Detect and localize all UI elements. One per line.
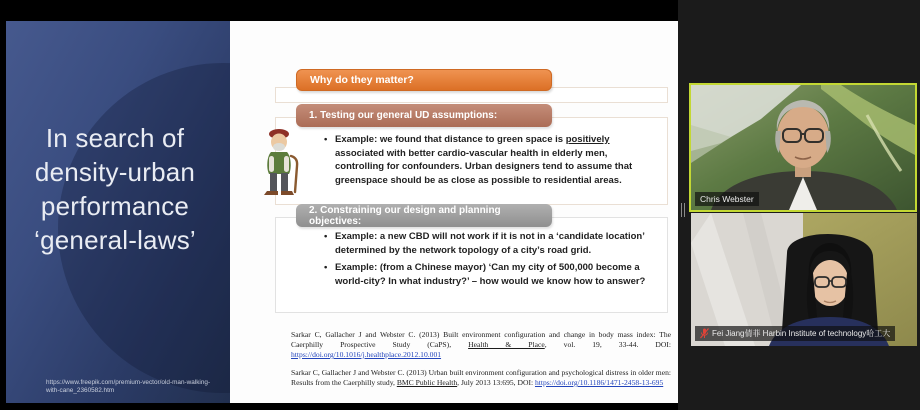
- participant-name-label: [695, 192, 759, 206]
- panel-resize-handle[interactable]: [681, 203, 689, 217]
- section2-bullet-list: [324, 230, 653, 288]
- bullet-item: [324, 133, 655, 187]
- slide-title-line: ‘general-laws’: [34, 225, 196, 255]
- doi-link: https://doi.org/10.1186/1471-2458-13-695: [534, 378, 664, 387]
- bullet-text-underlined: positively: [565, 134, 610, 145]
- reference-text: , July 2013 13:695, DOI:: [457, 378, 535, 387]
- shared-screen-slide: [6, 21, 678, 403]
- participant-name: Fei Jiang倩菲 Harbin Institute of technology哈工大: [712, 329, 891, 338]
- section1-bullet-list: [324, 133, 655, 187]
- mic-off-icon: [700, 328, 709, 339]
- journal-name: BMC Public Health: [396, 378, 458, 387]
- bullet-item: • Example: (from a Chinese mayor) ‘Can my city of 500,000 become a world-city? In what industry?’ – how would we know how to answer?: [324, 261, 653, 288]
- reference-text: Sarkar C, Gallacher J and Webster C. (2013) Urban built environment configuration and psychological distress in older men: Results from the Caerphilly study,: [291, 368, 671, 387]
- slide-content: [230, 21, 678, 403]
- old-man-with-cane-clipart: [258, 126, 308, 198]
- slide-title: [6, 121, 224, 257]
- participant-name: Chris Webster: [700, 194, 754, 204]
- slide-title-panel: [6, 21, 230, 403]
- bullet-text: Example: we found that distance to green space is: [335, 134, 566, 145]
- image-credit-url: https://www.freepik.com/premium-vector/old-man-walking-with-cane_2360582.htm: [46, 379, 211, 394]
- references-block: [291, 330, 671, 396]
- slide-question-header: Why do they matter?: [296, 69, 552, 91]
- old-man-illustration: [258, 126, 308, 198]
- reference-citation: [291, 330, 671, 360]
- section1-heading: 1. Testing our general UD assumptions:: [296, 104, 552, 127]
- section2-heading: 2. Constraining our design and planning objectives:: [296, 204, 552, 227]
- reference-text: Sarkar C, Gallacher J and Webster C. (2013) Built environment configuration and change in body mass index: The Caerphilly Prospective Study (CaPS),: [291, 330, 671, 349]
- slide-title-line: In search of: [45, 123, 185, 153]
- reference-text: , vol. 19, 33-44. DOI:: [544, 340, 672, 349]
- slide-title-line: density-urban: [34, 157, 196, 187]
- bullet-item: • Example: a new CBD will not work if it is not in a ‘candidate location’ determined by the network topology of a city’s road grid.: [324, 230, 653, 257]
- doi-link: https://doi.org/10.1016/j.healthplace.2012.10.001: [291, 350, 442, 359]
- participant-name-label: [695, 326, 895, 341]
- journal-name: Health & Place: [468, 340, 545, 349]
- bullet-text: associated with better cardio-vascular health in elderly men, controlling for confounders. Urban designers tend to assume that greenspace should be as close as possible to residential areas.: [335, 147, 633, 186]
- slide-title-line: performance: [40, 191, 190, 221]
- section2-content-box: [275, 217, 668, 313]
- participants-panel: [678, 0, 920, 410]
- reference-citation: [291, 368, 671, 388]
- video-tile-fei-jiang[interactable]: [691, 213, 917, 346]
- video-tile-chris-webster[interactable]: [689, 83, 917, 212]
- section1-content-box: [275, 117, 668, 205]
